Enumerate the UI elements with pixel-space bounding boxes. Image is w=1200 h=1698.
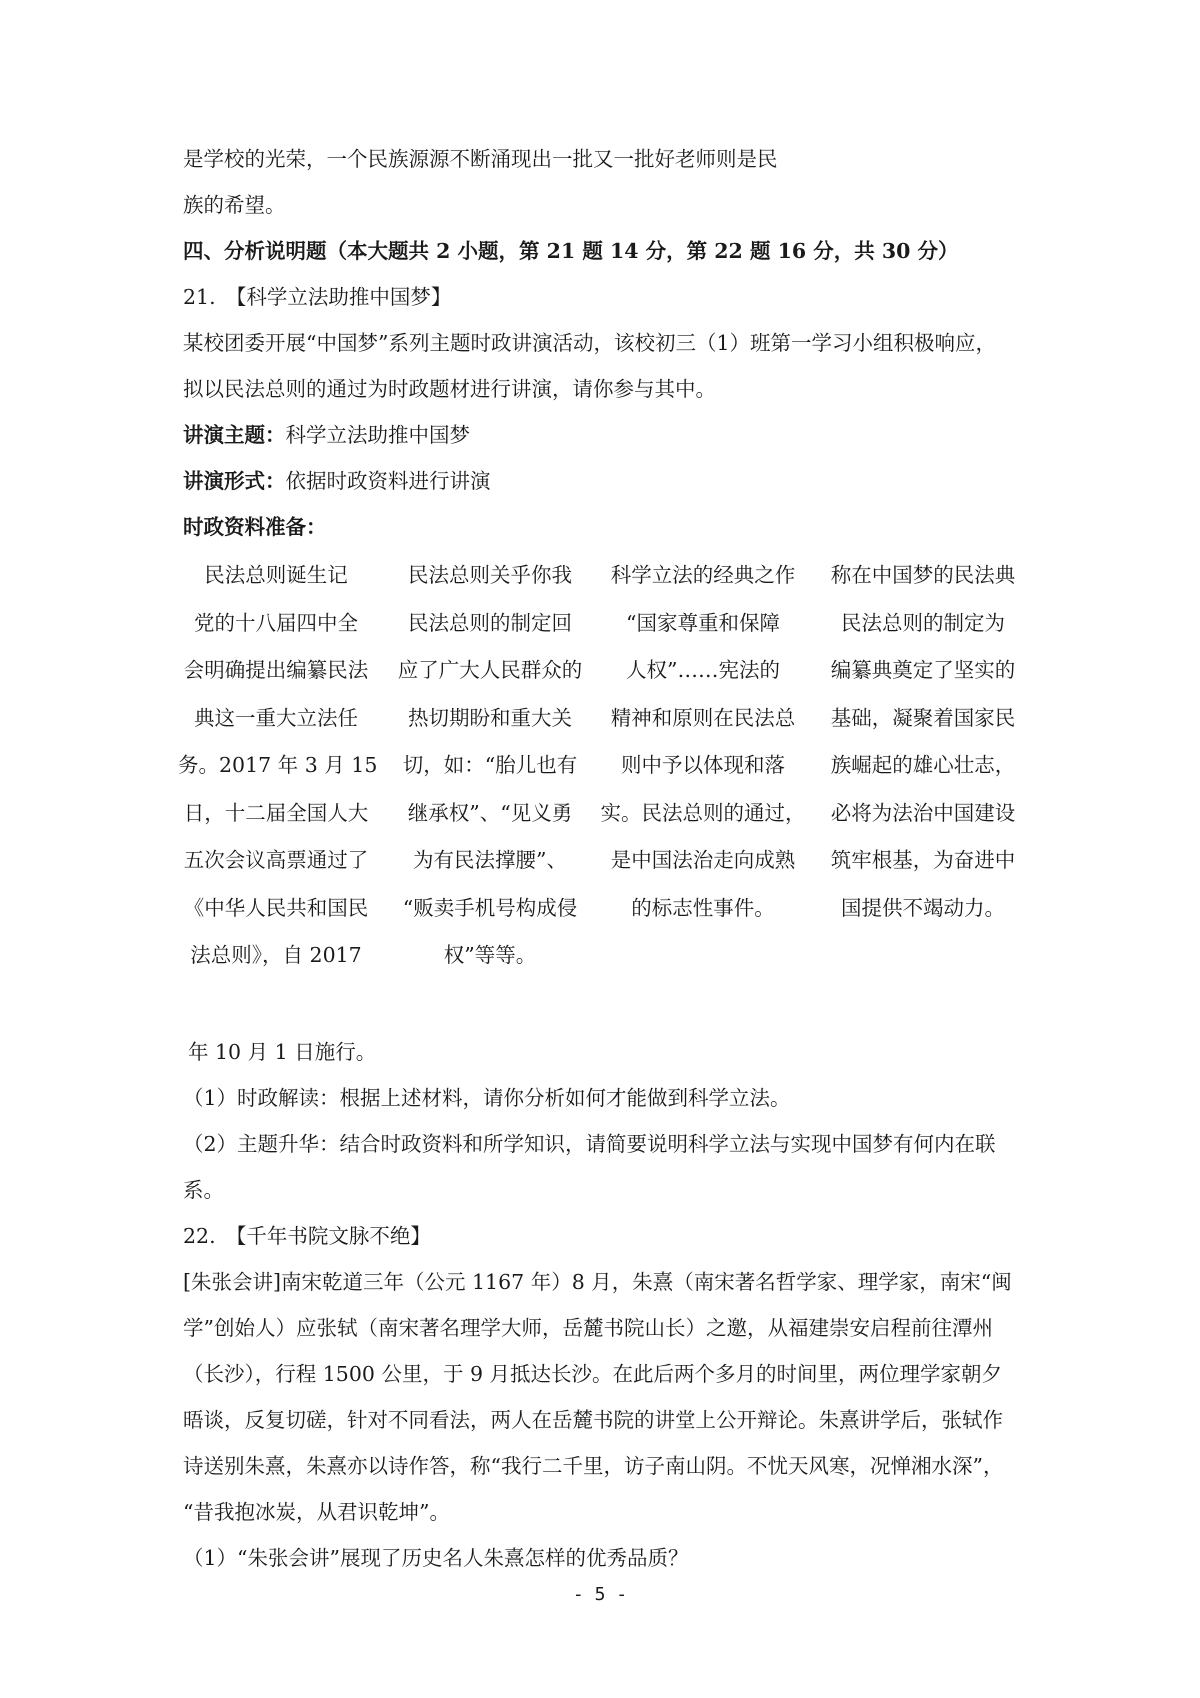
column-line: 的标志性事件。 bbox=[631, 895, 775, 920]
material-column-3 bbox=[598, 560, 808, 940]
theme-value: 科学立法助推中国梦 bbox=[285, 423, 470, 447]
column-heading: 民法总则关乎你我 bbox=[408, 563, 572, 587]
column-line: 基础，凝聚着国家民 bbox=[830, 705, 1016, 730]
form-line bbox=[183, 466, 491, 496]
text-line: （长沙），行程 1500 公里，于 9 月抵达长沙。在此后两个多月的时间里，两位理学家朝夕 bbox=[183, 1362, 1003, 1386]
column-line: 实。民法总则的通过， bbox=[600, 800, 806, 825]
column-line: 编纂典奠定了坚实的 bbox=[830, 658, 1016, 682]
column-line: 必将为法治中国建设 bbox=[830, 800, 1016, 825]
column-line: 日，十二届全国人大 bbox=[183, 800, 369, 825]
column-line: 《中华人民共和国民 bbox=[183, 895, 369, 920]
form-value: 依据时政资料进行讲演 bbox=[285, 469, 491, 493]
column-heading: 科学立法的经典之作 bbox=[610, 563, 796, 587]
material-column-1 bbox=[178, 560, 378, 988]
column-line: 务。2017 年 3 月 15 bbox=[178, 753, 378, 777]
column-line: 权”等等。 bbox=[443, 943, 537, 967]
theme-line bbox=[183, 420, 470, 450]
column-line: 精神和原则在民法总 bbox=[610, 705, 796, 730]
text-line: 年 10 月 1 日施行。 bbox=[188, 1040, 377, 1064]
column-line: “贩卖手机号构成侵 bbox=[402, 895, 578, 920]
text-line: 系。 bbox=[183, 1178, 224, 1202]
column-line: 则中予以体现和落 bbox=[621, 753, 785, 777]
column-line: 为有民法撑腰”、 bbox=[413, 848, 567, 872]
column-line: 会明确提出编纂民法 bbox=[183, 658, 369, 682]
column-line: 是中国法治走向成熟 bbox=[610, 848, 796, 872]
sub-question: （2）主题升华：结合时政资料和所学知识，请简要说明科学立法与实现中国梦有何内在联 bbox=[183, 1132, 996, 1156]
column-heading: 民法总则诞生记 bbox=[204, 563, 348, 587]
form-label: 讲演形式： bbox=[183, 469, 286, 493]
text-line: 诗送别朱熹，朱熹亦以诗作答，称“我行二千里，访子南山阴。不忧天风寒，况惮湘水深”， bbox=[183, 1454, 1004, 1478]
text-line: “昔我抱冰炭，从君识乾坤”。 bbox=[183, 1500, 450, 1524]
text-line: 学”创始人）应张轼（南宋著名理学大师，岳麓书院山长）之邀，从福建崇安启程前往潭州 bbox=[183, 1316, 993, 1340]
question-22-title: 22. 【千年书院文脉不绝】 bbox=[183, 1224, 431, 1248]
material-column-2 bbox=[390, 560, 590, 988]
column-line: 切，如：“胎儿也有 bbox=[402, 753, 578, 777]
column-line: 族崛起的雄心壮志， bbox=[830, 753, 1016, 777]
column-line: “国家尊重和保障 bbox=[626, 610, 780, 635]
material-column-4 bbox=[818, 560, 1028, 940]
text-line: 族的希望。 bbox=[183, 193, 286, 217]
column-line: 继承权”、“见义勇 bbox=[407, 800, 573, 825]
page-number: - 5 - bbox=[572, 1584, 628, 1605]
theme-label: 讲演主题： bbox=[183, 423, 286, 447]
column-line: 民法总则的制定回 bbox=[408, 610, 572, 635]
section-heading: 四、分析说明题（本大题共 2 小题，第 21 题 14 分，第 22 题 16 分，共 30 分） bbox=[183, 239, 959, 263]
column-line: 筑牢根基，为奋进中 bbox=[830, 848, 1016, 872]
column-line: 应了广大人民群众的 bbox=[397, 658, 583, 682]
text-line: 晤谈，反复切磋，针对不同看法，两人在岳麓书院的讲堂上公开辩论。朱熹讲学后，张轼作 bbox=[183, 1408, 1003, 1432]
column-line: 民法总则的制定为 bbox=[841, 610, 1005, 635]
column-line: 五次会议高票通过了 bbox=[183, 848, 369, 872]
prep-label: 时政资料准备： bbox=[183, 515, 327, 539]
column-line: 党的十八届四中全 bbox=[194, 610, 358, 635]
sub-question: （1）“朱张会讲”展现了历史名人朱熹怎样的优秀品质？ bbox=[183, 1546, 689, 1570]
text-line: [朱张会讲]南宋乾道三年（公元 1167 年）8 月，朱熹（南宋著名哲学家、理学家，南宋“闽 bbox=[183, 1270, 1012, 1294]
column-line: 人权”……宪法的 bbox=[626, 658, 780, 682]
column-heading: 称在中国梦的民法典 bbox=[830, 563, 1016, 587]
text-line: 是学校的光荣，一个民族源源不断涌现出一批又一批好老师则是民 bbox=[183, 147, 778, 171]
text-line: 拟以民法总则的通过为时政题材进行讲演，请你参与其中。 bbox=[183, 377, 716, 401]
column-line: 典这一重大立法任 bbox=[194, 705, 358, 730]
sub-question: （1）时政解读：根据上述材料，请你分析如何才能做到科学立法。 bbox=[183, 1086, 791, 1110]
text-line: 某校团委开展“中国梦”系列主题时政讲演活动，该校初三（1）班第一学习小组积极响应， bbox=[183, 331, 997, 355]
column-line: 法总则》，自 2017 bbox=[190, 943, 362, 967]
column-line: 热切期盼和重大关 bbox=[408, 705, 572, 730]
column-line: 国提供不竭动力。 bbox=[841, 895, 1005, 920]
question-21-title: 21. 【科学立法助推中国梦】 bbox=[183, 285, 452, 309]
